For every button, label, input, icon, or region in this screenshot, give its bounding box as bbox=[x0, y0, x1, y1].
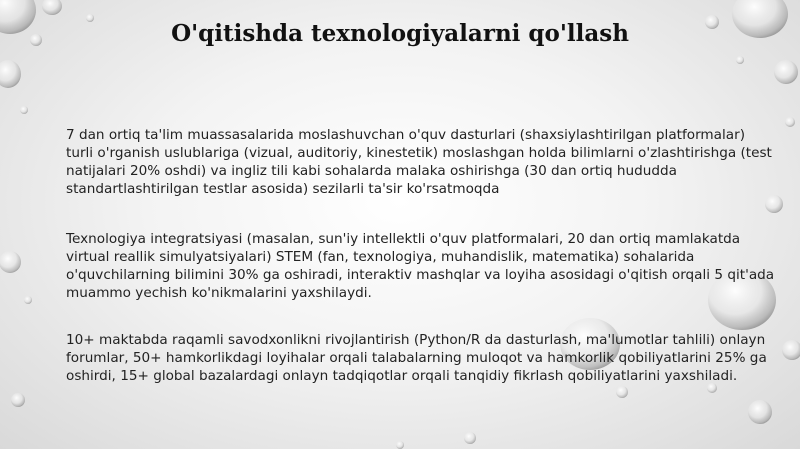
paragraph-digital-literacy: 10+ maktabda raqamli savodxonlikni rivojlantirish (Python/R da dasturlash, ma'lumotlar tahlili) onlayn forumlar, 50+ hamkorlikdagi loyihalar orqali talabalarning muloqot va hamkorlik qobiliyatlarini 25% ga oshirdi, 15+ global bazalardagi onlayn tadqiqotlar orqali tanqidiy fikrlash qobiliyatlarini yaxshiladi. bbox=[66, 332, 767, 384]
water-drop bbox=[0, 251, 21, 273]
paragraph-adaptive-learning: 7 dan ortiq ta'lim muassasalarida moslashuvchan o'quv dasturlari (shaxsiylashtirilgan platformalar) turli o'rganish uslublariga (vizual, auditoriy, kinestetik) moslashgan holda bilimlarni o'zlashtirishga (test natijalari 20% oshdi) va ingliz tili kabi sohalarda malaka oshirishga (30 dan ortiq hududda standartlashtirilgan testlar asosida) sezilarli ta'sir ko'rsatmoqda bbox=[66, 127, 772, 197]
water-drop bbox=[42, 0, 62, 15]
water-drop bbox=[736, 56, 744, 64]
water-drop bbox=[785, 117, 795, 127]
slide-title: O'qitishda texnologiyalarni qo'llash bbox=[171, 20, 629, 47]
water-drop bbox=[11, 393, 25, 407]
water-drop bbox=[0, 60, 21, 88]
water-drop bbox=[396, 441, 404, 449]
water-drop bbox=[774, 60, 798, 84]
water-drop bbox=[464, 432, 476, 444]
water-drop bbox=[24, 296, 32, 304]
paragraph-technology-integration: Texnologiya integratsiyasi (masalan, sun'iy intellektli o'quv platformalari, 20 dan ortiq mamlakatda virtual reallik simulyatsiyalari) STEM (fan, texnologiya, muhandislik, matematika) sohalarida o'quvchilarning bilimini 30% ga oshiradi, interaktiv mashqlar va loyiha asosidagi o'qitish orqali 5 qit'ada muammo yechish ko'nikmalarini yaxshilaydi. bbox=[66, 231, 775, 301]
water-drop bbox=[20, 106, 28, 114]
water-drop bbox=[782, 340, 800, 360]
water-drop bbox=[616, 386, 628, 398]
water-drop bbox=[748, 400, 772, 424]
